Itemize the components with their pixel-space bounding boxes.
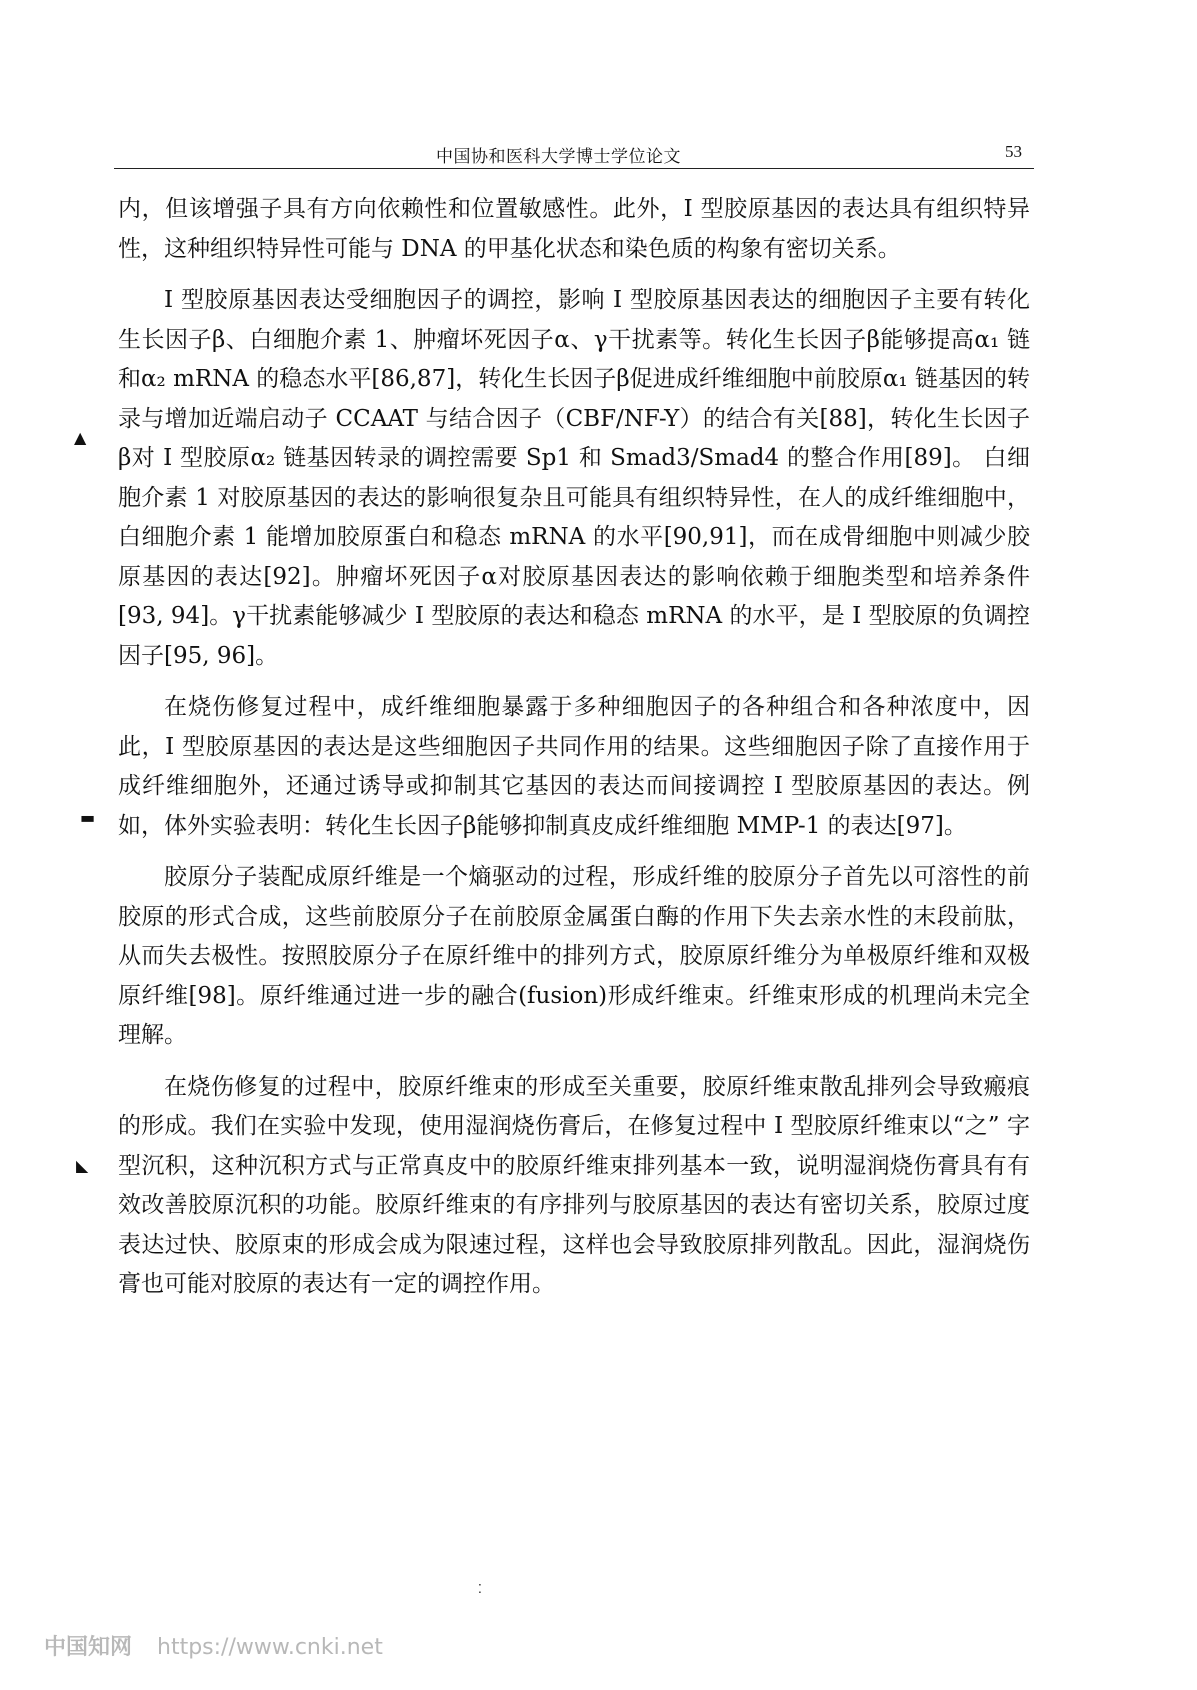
paragraph: 在烧伤修复过程中，成纤维细胞暴露于多种细胞因子的各种组合和各种浓度中，因此，I 型胶原基因的表达是这些细胞因子共同作用的结果。这些细胞因子除了直接作用于成纤维细胞外，还通过诱导或抑制其它基因的表达而间接调控 I 型胶原基因的表达。例如，体外实验表明：转化生长因子β能够抑制真皮成纤维细胞 MMP-1 的表达[97]。: [118, 694, 1030, 839]
paragraph: 在烧伤修复的过程中，胶原纤维束的形成至关重要，胶原纤维束散乱排列会导致瘢痕的形成。我们在实验中发现，使用湿润烧伤膏后，在修复过程中 I 型胶原纤维束以“之” 字型沉积，这种沉积方式与正常真皮中的胶原纤维束排列基本一致，说明湿润烧伤膏具有有效改善胶原沉积的功能。胶原纤维束的有序排列与胶原基因的表达有密切关系，胶原过度表达过快、胶原束的形成会成为限速过程，这样也会导致胶原排列散乱。因此，湿润烧伤膏也可能对胶原的表达有一定的调控作用。: [118, 1073, 1030, 1297]
paragraph: 内，但该增强子具有方向依赖性和位置敏感性。此外，I 型胶原基因的表达具有组织特异性，这种组织特异性可能与 DNA 的甲基化状态和染色质的构象有密切关系。: [118, 196, 1030, 262]
scan-speck: ◣: [76, 1156, 89, 1175]
paragraph: 胶原分子装配成原纤维是一个熵驱动的过程，形成纤维的胶原分子首先以可溶性的前胶原的形式合成，这些前胶原分子在前胶原金属蛋白酶的作用下失去亲水性的末段前肽，从而失去极性。按照胶原分子在原纤维中的排列方式，胶原原纤维分为单极原纤维和双极原纤维[98]。原纤维通过进一步的融合(fusion)形成纤维束。纤维束形成的机理尚未完全理解。: [118, 864, 1030, 1048]
running-title: 中国协和医科大学博士学位论文: [436, 147, 681, 167]
scan-speck: ▲: [74, 428, 87, 447]
watermark-brand: 中国知网: [44, 1635, 133, 1660]
page-number: 53: [1005, 142, 1022, 161]
watermark-url: https://www.cnki.net: [157, 1635, 383, 1660]
page-header: [114, 140, 1034, 169]
paragraph: I 型胶原基因表达受细胞因子的调控，影响 I 型胶原基因表达的细胞因子主要有转化生长因子β、白细胞介素 1、肿瘤坏死因子α、γ干扰素等。转化生长因子β能够提高α₁ 链和α₂ mRNA 的稳态水平[86,87]，转化生长因子β促进成纤维细胞中前胶原α₁ 链基因的转录与增加近端启动子 CCAAT 与结合因子（CBF/NF-Y）的结合有关[88]，转化生长因子β对 I 型胶原α₂ 链基因转录的调控需要 Sp1 和 Smad3/Smad4 的整合作用[89]。 白细胞介素 1 对胶原基因的表达的影响很复杂且可能具有组织特异性，在人的成纤维细胞中，白细胞介素 1 能增加胶原蛋白和稳态 mRNA 的水平[90,91]，而在成骨细胞中则减少胶原基因的表达[92]。肿瘤坏死因子α对胶原基因表达的影响依赖于细胞类型和培养条件[93, 94]。γ干扰素能够减少 I 型胶原的表达和稳态 mRNA 的水平，是 I 型胶原的负调控因子[95, 96]。: [118, 287, 1030, 669]
scan-speck: ▬: [80, 808, 96, 827]
watermark: [44, 1630, 383, 1661]
body-text: [118, 178, 1030, 1305]
scan-speck: ⁚: [478, 1582, 482, 1596]
